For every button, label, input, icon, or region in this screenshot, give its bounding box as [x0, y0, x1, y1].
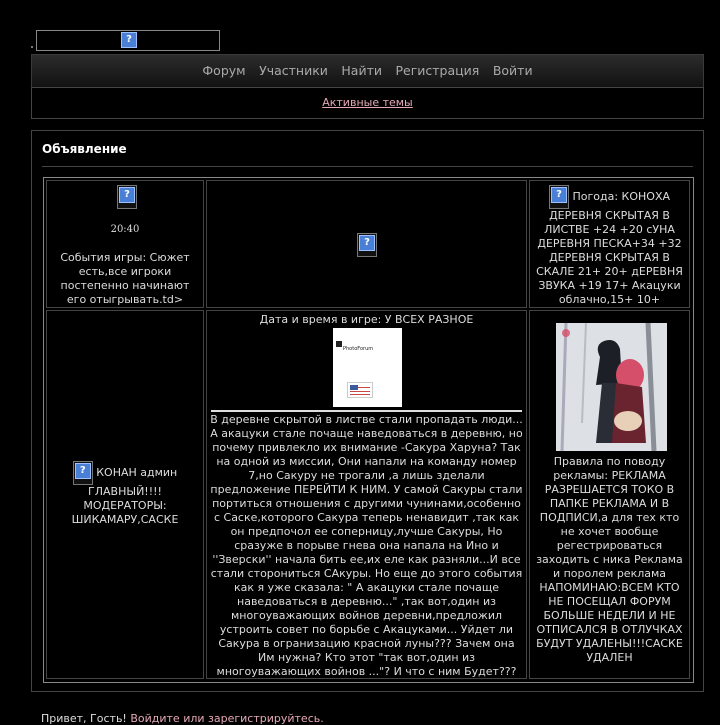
footer-welcome: [41, 712, 324, 725]
plot-divider: [211, 410, 522, 412]
weather-text: Погода: КОНОХА ДЕРЕВНЯ СКРЫТАЯ В ЛИСТВЕ +24 +20 сУНА ДЕРЕВНЯ ПЕСКА+34 +32 ДЕРЕВНЯ СКРЫТАЯ В СКАЛЕ 21+ 20+ дЕРЕВНЯ ЗВУКА +19 17+ Акацуки облачно,15+ 10+: [536, 190, 683, 306]
cell-game-events: [46, 180, 204, 308]
game-events-text: События игры: Сюжет есть,все игроки постепенно начинают его отыгрывать.td>: [60, 251, 190, 306]
camera-icon: [336, 341, 342, 347]
announcement-table: [43, 177, 694, 683]
announcement-title: Объявление: [42, 142, 127, 156]
forum-logo[interactable]: [36, 30, 220, 51]
login-register-link[interactable]: Войдите или зарегистрируйтесь.: [130, 712, 324, 725]
admin-block: [50, 461, 200, 527]
broken-image-icon: [357, 233, 377, 257]
guest-greeting: Привет, Гость!: [41, 712, 127, 725]
broken-image-icon: [117, 185, 137, 209]
cell-ad-rules: [529, 310, 690, 679]
cell-plot: [206, 310, 527, 679]
weather-block: [533, 185, 686, 307]
nav-register-link[interactable]: Регистрация: [395, 63, 480, 78]
broken-image-icon: [121, 32, 137, 48]
announcement-divider: [42, 166, 693, 167]
plot-text: В деревне скрытой в листве стали пропадать люди... А акацуки стале почаще наведоваться в деревню, но почему привлекло их внимание -Сакура Харуна? Так на одной из миссии, Они напали на команду номер 7,но Сакуру не трогали ,а лишь зделали предложение ПЕРЕЙТИ К НИМ. У самой Сакуры стали портиться отношения с другими чунинами,особенно с Саске,которого Сакура теперь ненавидит ,так как он предпочол ее соперницу,лучше Сакуры, Но сразуже в порыве гнева она напала на Ино и ''Зверски'' начала бить ее,их еле как разняли...И все стали сторониться САкуры. Но еще до этого события как я уже сказала: " А акацуки стале почаще наведоваться в деревню..." ,так вот,один из многоуважающих войнов деревни,предложил устроить совет по борьбе с Акацуками... Уйдет ли Сакура в огранизацию красной луны??? Зачем она Им нужна? Кто этот "так вот,один из многоуважающих войнов ..."? И что с ним Будет???: [210, 413, 523, 678]
photo-banner-image[interactable]: [333, 328, 402, 407]
anime-avatar-image: [556, 323, 667, 451]
photo-logo-text: PhotoForum: [343, 346, 374, 352]
announcement-panel: [31, 130, 704, 692]
admin-text: КОНАН админ ГЛАВНЫЙ!!!! МОДЕРАТОРЫ: ШИКАМАРУ,САСКЕ: [71, 466, 179, 526]
nav-search-link[interactable]: Найти: [341, 63, 382, 78]
game-time-text: 20:40: [110, 224, 140, 235]
broken-image-icon: [549, 185, 569, 209]
cell-weather: [529, 180, 690, 308]
active-topics-link[interactable]: Активные темы: [322, 96, 413, 109]
cell-center-image: [206, 180, 527, 308]
divider-dot: [31, 46, 33, 48]
nav-members-link[interactable]: Участники: [259, 63, 328, 78]
game-datetime-text: Дата и время в игре: У ВСЕХ РАЗНОЕ: [259, 313, 474, 326]
cell-admin: [46, 310, 204, 679]
nav-forum-link[interactable]: Форум: [202, 63, 246, 78]
active-topics-bar: [31, 87, 704, 119]
nav-login-link[interactable]: Войти: [492, 63, 533, 78]
ad-rules-text: Правила по поводу рекламы: РЕКЛАМА РАЗРЕШАЕТСЯ ТОКО В ПАПКЕ РЕКЛАМА И В ПОДПИСИ,а для тех кто не хочет вообще регестрироваться заходить с ника Реклама и поролем реклама НАПОМИНАЮ:ВСЕМ КТО НЕ ПОСЕЩАЛ ФОРУМ БОЛЬШЕ НЕДЕЛИ И НЕ ОТПИСАЛСЯ В ОТЛУЧКАХ БУДУТ УДАЛЕНЫ!!!САСКЕ УДАЛЕН: [536, 455, 683, 664]
main-navbar: [31, 54, 704, 88]
flag-icon: [347, 382, 373, 398]
broken-image-icon: [73, 461, 93, 485]
